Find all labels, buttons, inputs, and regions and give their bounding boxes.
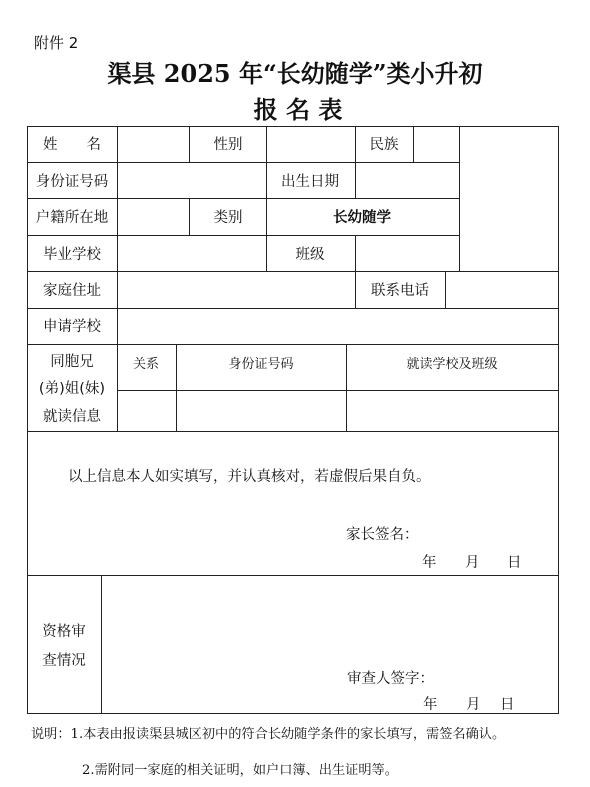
grid-line <box>27 344 558 345</box>
category-value: 长幼随学 <box>333 210 391 226</box>
graduation-school-label: 毕业学校 <box>43 247 101 263</box>
grid-line <box>27 713 558 714</box>
hukou-field[interactable] <box>118 199 188 234</box>
apply-school-label: 申请学校 <box>43 319 101 335</box>
grid-line <box>558 126 559 714</box>
review-date-year: 年 <box>423 697 438 713</box>
parent-signature-field[interactable] <box>420 520 550 548</box>
form-subtitle: 报 名 表 <box>253 95 343 124</box>
gender-label: 性别 <box>213 137 243 153</box>
review-label-line1: 资格审 <box>42 624 86 640</box>
category-label: 类别 <box>213 210 243 226</box>
attachment-label: 附件 2 <box>34 34 79 52</box>
sibling-relation-field[interactable] <box>118 391 175 430</box>
grid-line <box>355 126 356 162</box>
name-field[interactable] <box>118 127 188 161</box>
ethnicity-label: 民族 <box>369 137 399 153</box>
reviewer-signature-label: 审查人签字： <box>347 671 434 687</box>
ethnicity-field[interactable] <box>414 127 458 161</box>
declaration-date-month: 月 <box>465 555 480 571</box>
grid-line <box>27 431 558 432</box>
parent-signature-label: 家长签名： <box>346 527 419 543</box>
gender-field[interactable] <box>267 127 354 161</box>
declaration-text: 以上信息本人如实填写，并认真核对，若虚假后果自负。 <box>68 469 431 485</box>
review-label-line2: 查情况 <box>42 653 86 669</box>
grid-line <box>266 198 267 235</box>
photo-box <box>460 127 557 270</box>
grid-line <box>355 271 356 308</box>
id-number-label: 身份证号码 <box>35 174 109 190</box>
address-field[interactable] <box>118 272 354 307</box>
note-line-1: 说明：1.本表由报读渠县城区初中的符合长幼随学条件的家长填写，需签名确认。 <box>31 727 506 742</box>
graduation-school-field[interactable] <box>118 236 265 270</box>
sibling-school-field[interactable] <box>347 391 557 430</box>
grid-line <box>27 126 28 714</box>
grid-line <box>27 198 459 199</box>
review-date-month: 月 <box>466 697 481 713</box>
phone-field[interactable] <box>446 272 557 307</box>
class-label: 班级 <box>295 247 325 263</box>
declaration-date-day: 日 <box>507 555 522 571</box>
review-field[interactable] <box>102 576 557 712</box>
name-label: 姓 名 <box>43 137 101 153</box>
sibling-label-line3: 就读信息 <box>43 409 101 425</box>
grid-line <box>189 198 190 235</box>
form-title: 渠县 2025 年“长幼随学”类小升初 <box>107 59 483 88</box>
review-date-day: 日 <box>500 697 515 713</box>
sibling-id-field[interactable] <box>177 391 345 430</box>
sibling-label-line1: 同胞兄 <box>50 354 94 370</box>
sibling-label-line2: (弟)姐(妹) <box>38 381 106 397</box>
phone-label: 联系电话 <box>371 283 429 299</box>
address-label: 家庭住址 <box>43 283 101 299</box>
id-number-field[interactable] <box>118 163 265 197</box>
class-field[interactable] <box>356 236 458 270</box>
birth-date-label: 出生日期 <box>281 174 339 190</box>
grid-line <box>266 162 267 198</box>
sibling-id-header: 身份证号码 <box>228 357 294 372</box>
hukou-label: 户籍所在地 <box>35 210 109 226</box>
grid-line <box>189 126 190 162</box>
declaration-date-year: 年 <box>422 555 437 571</box>
sibling-school-header: 就读学校及班级 <box>406 357 498 372</box>
birth-date-field[interactable] <box>356 163 458 197</box>
grid-line <box>266 235 267 271</box>
sibling-relation-header: 关系 <box>132 357 160 372</box>
note-line-2: 2.需附同一家庭的相关证明，如户口簿、出生证明等。 <box>82 763 398 778</box>
apply-school-field[interactable] <box>118 309 557 343</box>
